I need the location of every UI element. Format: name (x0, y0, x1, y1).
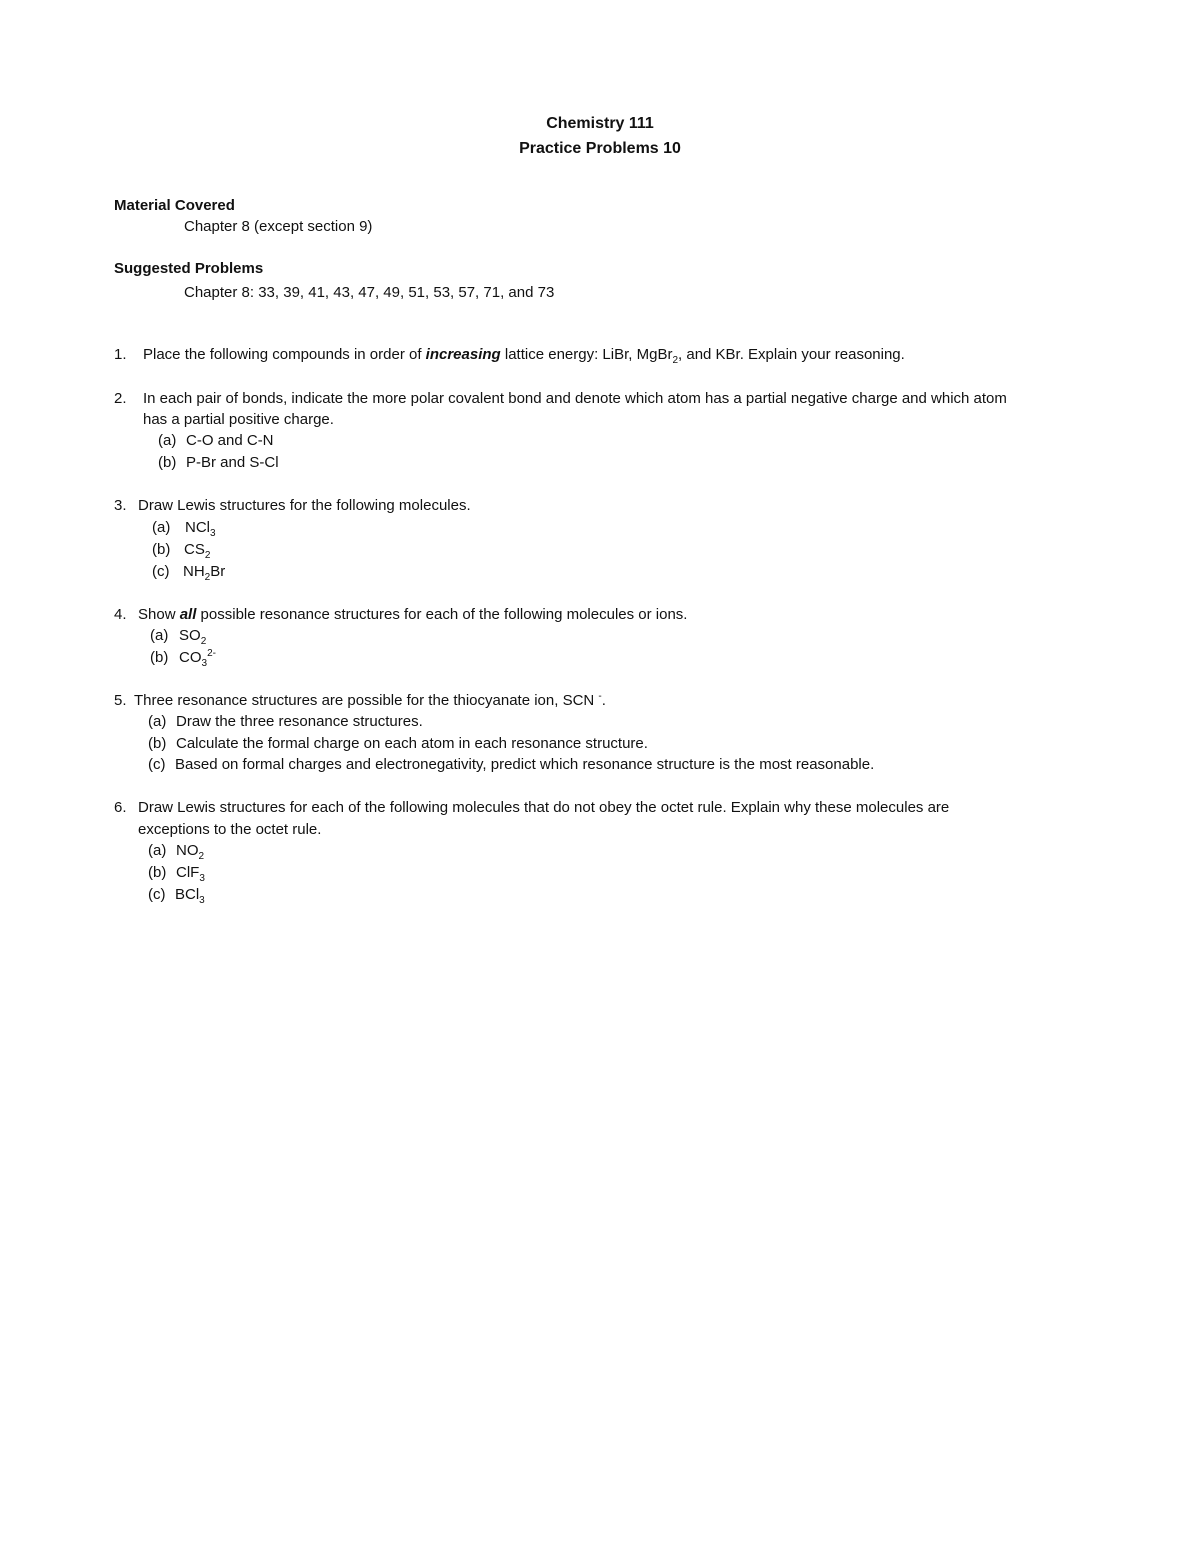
emphasis-text: all (179, 606, 197, 623)
emphasis-text: increasing (425, 346, 501, 363)
part-formula: $CO_3^{2-}$ (179, 648, 216, 669)
part-text: P-Br and S-Cl (186, 454, 279, 471)
part-text: Calculate the formal charge on each atom in each resonance structure. (176, 735, 648, 752)
part-text: Based on formal charges and electronegativity, predict which resonance structure is the most reasonable. (175, 756, 875, 773)
question-number: 5. (114, 692, 127, 709)
part-label: (c) (152, 563, 170, 580)
suggested-heading: Suggested Problems (114, 260, 264, 277)
part-label: (c) (148, 756, 166, 773)
part-label: (a) (152, 519, 171, 536)
part-formula: $CS_2$ (184, 541, 211, 561)
part-text: C-O and C-N (186, 432, 274, 449)
question-text: Three resonance structures are possible for the thiocyanate ion, SCN -. (134, 691, 606, 709)
question-number: 6. (114, 799, 127, 816)
part-label: (a) (148, 713, 167, 730)
question-text: Draw Lewis structures for the following molecules. (138, 497, 471, 514)
part-label: (c) (148, 886, 166, 903)
part-label: (a) (158, 432, 177, 449)
material-text: Chapter 8 (except section 9) (184, 218, 373, 235)
part-label: (b) (148, 864, 167, 881)
question-number: 3. (114, 497, 127, 514)
question-text-line-2: has a partial positive charge. (143, 411, 334, 428)
question-text-line-1: Draw Lewis structures for each of the following molecules that do not obey the octet rule. Explain why these molecules are (138, 799, 950, 816)
part-label: (b) (150, 649, 169, 666)
part-formula: $NH_2Br$ (183, 563, 226, 583)
document-subtitle: Practice Problems 10 (519, 140, 681, 157)
part-formula: BCl$_3$ (175, 886, 205, 906)
question-number: 1. (114, 346, 127, 363)
question-text-line-2: exceptions to the octet rule. (138, 821, 322, 838)
part-label: (b) (152, 541, 171, 558)
question-number: 2. (114, 390, 127, 407)
part-label: (b) (158, 454, 177, 471)
part-formula: ClF$_3$ (176, 864, 205, 884)
part-formula: $SO_2$ (179, 627, 207, 647)
part-formula: NCl$_3$ (185, 519, 216, 539)
part-text: Draw the three resonance structures. (176, 713, 423, 730)
suggested-text: Chapter 8: 33, 39, 41, 43, 47, 49, 51, 53, 57, 71, and 73 (184, 284, 555, 301)
document-title: Chemistry 111 (546, 115, 654, 132)
part-label: (b) (148, 735, 167, 752)
question-text: Show all possible resonance structures for each of the following molecules or ions. (138, 606, 688, 623)
part-label: (a) (150, 627, 169, 644)
material-heading: Material Covered (114, 197, 235, 214)
question-text: Place the following compounds in order of increasing lattice energy: LiBr, MgBr$_2$, and KBr. Explain your reasoning. (143, 346, 905, 366)
part-formula: $NO_2$ (176, 842, 205, 862)
question-text-line-1: In each pair of bonds, indicate the more polar covalent bond and denote which atom has a partial negative charge and which atom (143, 390, 1007, 407)
question-number: 4. (114, 606, 127, 623)
part-label: (a) (148, 842, 167, 859)
